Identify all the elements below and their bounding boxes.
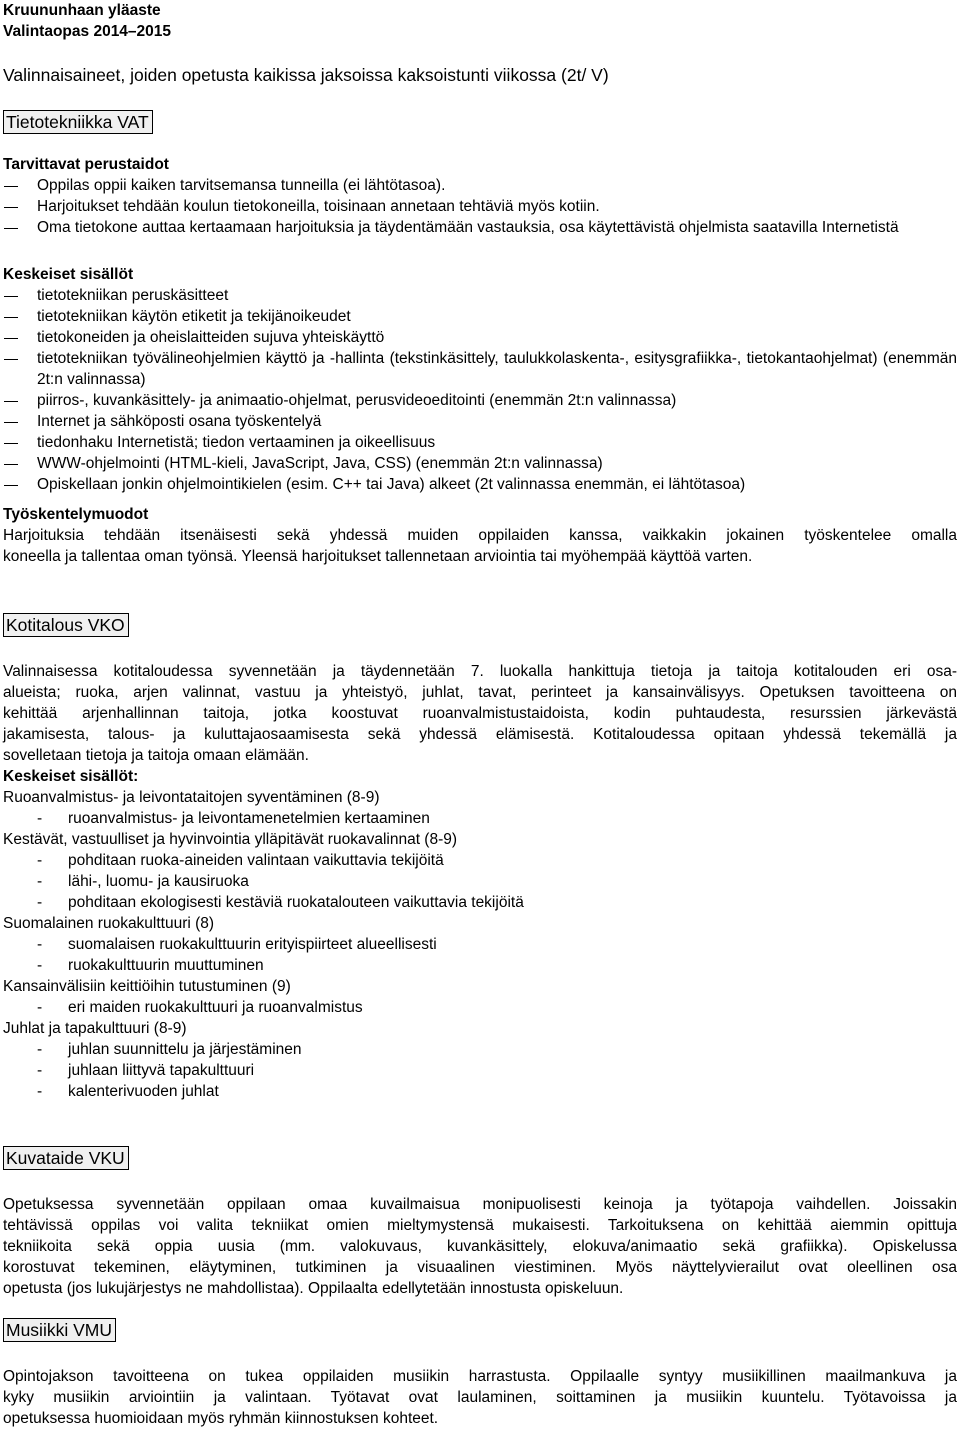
list-item: tiedonhaku Internetistä; tiedon vertaaminen ja oikeellisuus [3,432,957,453]
group-list [3,850,957,913]
section-title-vko: Kotitalous VKO [3,614,957,636]
list-item: - pohditaan ekologisesti kestäviä ruokatalouteen vaikuttavia tekijöitä [3,892,957,913]
list-item: tietokoneiden ja oheislaitteiden sujuva yhteiskäyttö [3,327,957,348]
header-school: Kruununhaan yläaste [3,2,161,19]
group-title: Kestävät, vastuulliset ja hyvinvointia ylläpitävät ruokavalinnat (8-9) [3,831,458,848]
vko-paragraph: Valinnaisessa kotitaloudessa syvennetään ja täydennetään 7. luokalla hankittuja tietoja ja taitoja kotitalouden eri osa- alueista; ruoka, arjen valinnat, vastuu ja yhteistyö, juhlat, tavat, perinteet ja kansainvälisyys. Opetuksen tavoitteena on kehittää arjenhallinnan taitoja, jotka koostuvat ruoanvalmistustaidoista, kodin puhtaudesta, resurssien järkevästä jakamisesta, talous- ja kuluttajaosaamisesta sekä yhdessä elämisestä. Kotitaloudessa opitaan yhdessä tekemällä ja sovelletaan tietoja ja taitoja omaan elämään. [3,663,957,764]
group-list [3,1039,957,1102]
group-list [3,997,957,1018]
list-item: - kalenterivuoden juhlat [3,1081,957,1102]
list-item: Oma tietokone auttaa kertaamaan harjoituksia ja täydentämään vastauksia, osa käytettävistä ohjelmista saatavilla Internetistä [3,217,957,238]
tvt-work-paragraph: Harjoituksia tehdään itsenäisesti sekä yhdessä muiden oppilaiden kanssa, vaikkakin jokainen työskentelee omalla koneella ja tallentaa oman työnsä. Yleensä harjoitukset tallennetaan arviointia tai myöhempää käyttöä varten. [3,527,957,565]
list-item: Oppilas oppii kaiken tarvitsemansa tunneilla (ei lähtötasoa). [3,175,957,196]
group-title: Kansainvälisiin keittiöihin tutustuminen (9) [3,978,291,995]
vku-paragraph: Opetuksessa syvennetään oppilaan omaa kuvailmaisua monipuolisesti keinoja ja työtapoja vaihdellen. Joissakin tehtävissä oppilas voi valita tekniikat omien mieltymystensä mukaisesti. Tarkoituksena on kehittää aiemmin opittuja tekniikoita sekä oppia uusia (mm. valokuvaus, kuvankäsittely, elokuva/animaatio sekä grafiikka). Opiskelussa korostuvat tekeminen, eläytyminen, tutkiminen ja visuaalinen viestiminen. Myös näyttelyvierailut ovat oleellinen osa opetusta (jos lukujärjestys ne mahdollistaa). Oppilaalta edellytetään innostusta opiskeluun. [3,1196,957,1297]
section-title-vmu: Musiikki VMU [3,1319,957,1341]
group-title: Suomalainen ruokakulttuuri (8) [3,915,215,932]
list-item: tietotekniikan käytön etiketit ja tekijänoikeudet [3,306,957,327]
list-item: - ruoanvalmistus- ja leivontamenetelmien kertaaminen [3,808,957,829]
list-item: - juhlaan liittyvä tapakulttuuri [3,1060,957,1081]
list-item: tietotekniikan työvälineohjelmien käyttö ja -hallinta (tekstinkäsittely, taulukkolaskenta-, esitysgrafiikka-, tietokantaohjelmat) (enemmän 2t:n valinnassa) [3,348,957,390]
list-item: Harjoitukset tehdään koulun tietokoneilla, toisinaan annetaan tehtäviä myös kotiin. [3,196,957,217]
list-item: Opiskellaan jonkin ohjelmointikielen (esim. C++ tai Java) alkeet (2t valinnassa enemmän, ei lähtötasoa) [3,474,957,495]
list-item: piirros-, kuvankäsittely- ja animaatio-ohjelmat, perusvideoeditointi (enemmän 2t:n valinnassa) [3,390,957,411]
vko-content-groups [3,787,957,1102]
tvt-req-list [3,175,957,238]
list-item: - lähi-, luomu- ja kausiruoka [3,871,957,892]
group-title: Ruoanvalmistus- ja leivontataitojen syventäminen (8-9) [3,789,380,806]
tvt-content-heading: Keskeiset sisällöt [3,266,134,283]
header-guide: Valintaopas 2014–2015 [3,23,172,40]
list-item: - suomalaisen ruokakulttuurin erityispiirteet alueellisesti [3,934,957,955]
tvt-work-heading: Työskentelymuodot [3,506,149,523]
section-title-vku: Kuvataide VKU [3,1147,957,1169]
group-list [3,934,957,976]
vmu-paragraph: Opintojakson tavoitteena on tukea oppilaiden musiikin harrastusta. Oppilaalle syntyy musiikillinen maailmankuva ja kyky musiikin arviointiin ja valintaan. Työtavat ovat laulaminen, soittaminen ja musiikin kuuntelu. Työtavoissa ja opetuksessa huomioidaan myös ryhmän kiinnostuksen kohteet. [3,1368,957,1427]
list-item: - pohditaan ruoka-aineiden valintaan vaikuttavia tekijöitä [3,850,957,871]
vko-content-heading: Keskeiset sisällöt: [3,768,139,785]
list-item: - juhlan suunnittelu ja järjestäminen [3,1039,957,1060]
list-item: - eri maiden ruokakulttuuri ja ruoanvalmistus [3,997,957,1018]
group-title: Juhlat ja tapakulttuuri (8-9) [3,1020,187,1037]
tvt-content-list [3,285,957,495]
list-item: WWW-ohjelmointi (HTML-kieli, JavaScript, Java, CSS) (enemmän 2t:n valinnassa) [3,453,957,474]
list-item: - ruokakulttuurin muuttuminen [3,955,957,976]
intro-text: Valinnaisaineet, joiden opetusta kaikissa jaksoissa kaksoistunti viikossa (2t/ V) [3,65,609,85]
tvt-req-heading: Tarvittavat perustaidot [3,156,169,173]
group-list [3,808,957,829]
section-title-tvt: Tietotekniikka VAT [3,111,957,133]
list-item: Internet ja sähköposti osana työskentelyä [3,411,957,432]
list-item: tietotekniikan peruskäsitteet [3,285,957,306]
